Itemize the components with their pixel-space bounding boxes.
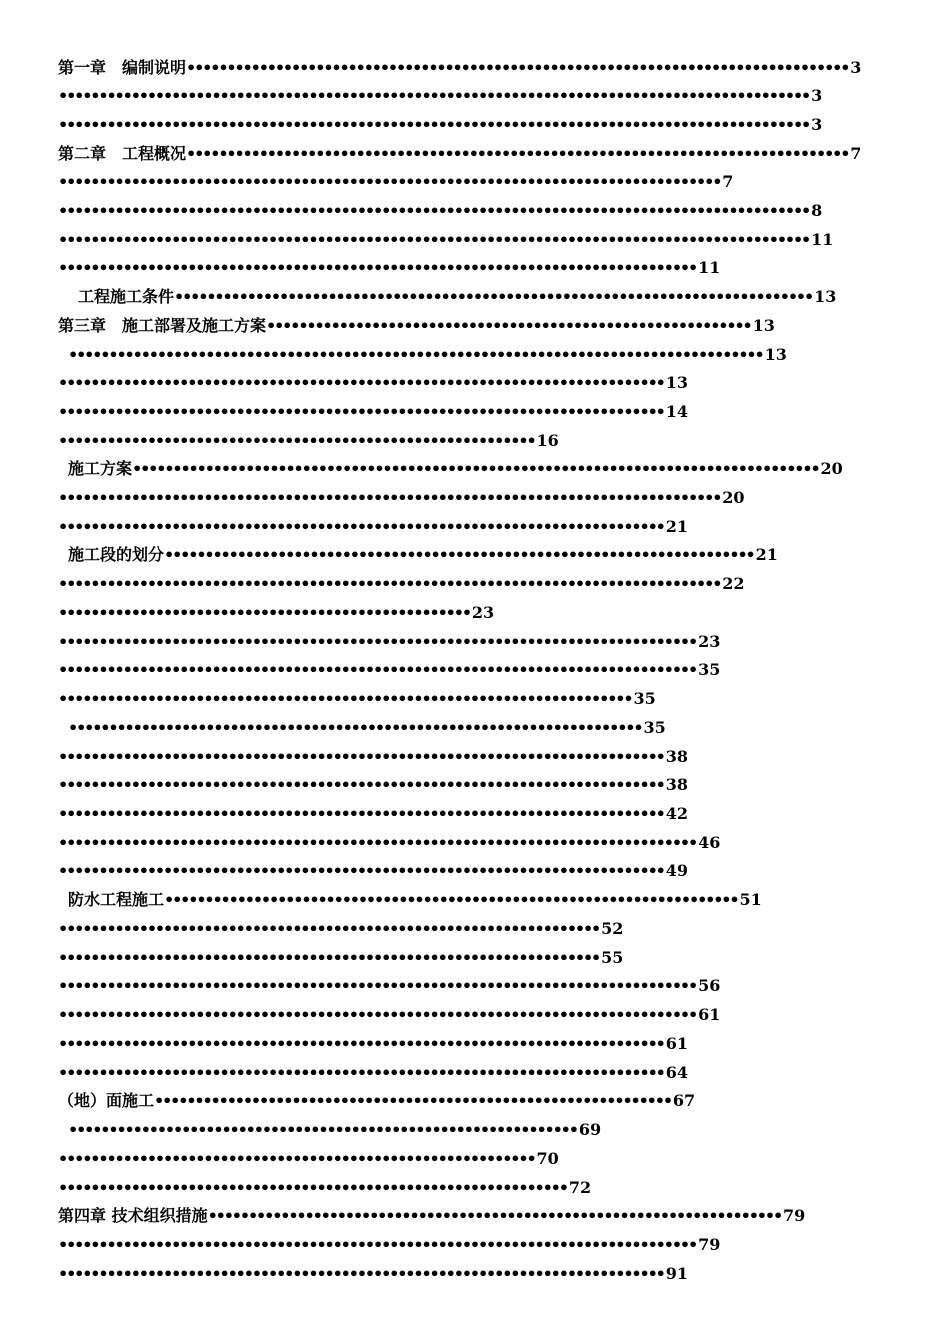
toc-page-number: 38	[665, 747, 689, 766]
toc-page-number: 61	[698, 1005, 721, 1024]
toc-dot-leader: •••••••••••••••••••••••••••••••••••••••••••••••••••	[58, 603, 470, 622]
toc-page-number: 35	[633, 689, 656, 708]
toc-entry	[58, 1202, 805, 1230]
toc-page-number: 3	[850, 58, 862, 77]
toc-page-number: 23	[698, 632, 721, 651]
toc-page-number: 79	[698, 1235, 721, 1254]
toc-dot-leader: •••••••••••••••••••••••••••••••••••••••••••••••••••••••••••••••••••••••••••••••	[58, 1235, 697, 1254]
toc-dot-leader: •••••••••••••••••••••••••••••••••••••••••••••••••••••••••••••••••••••••••••••••	[174, 287, 813, 306]
toc-entry-title: 第四章 技术组织措施	[58, 1206, 208, 1225]
toc-page-number: 69	[578, 1120, 602, 1139]
toc-entry-title: 第三章 施工部署及施工方案	[58, 316, 267, 335]
toc-page-number: 51	[739, 890, 762, 909]
toc-entry	[58, 1001, 720, 1029]
toc-dot-leader: •••••••••••••••••••••••••••••••••••••••••••••••••••••••••••••••••••••••••••	[58, 1034, 664, 1053]
toc-page-number: 14	[665, 402, 689, 421]
toc-dot-leader: ••••••••••••••••••••••••••••••••••••••••••••••••••••••••••••••••	[154, 1091, 671, 1110]
toc-dot-leader: ••••••••••••••••••••••••••••••••••••••••••••••••••••••••••••••••••••••••••••••••••	[58, 488, 721, 507]
toc-page-number: 79	[783, 1206, 806, 1225]
toc-page-number: 52	[601, 919, 624, 938]
toc-entry	[58, 685, 656, 713]
toc-dot-leader: •••••••••••••••••••••••••••••••••••••••••••••••••••••••••••••••••••	[58, 948, 600, 967]
toc-dot-leader: •••••••••••••••••••••••••••••••••••••••••••••••••••••••••••••••••••••••	[164, 890, 738, 909]
toc-page-number: 20	[722, 488, 745, 507]
toc-dot-leader: •••••••••••••••••••••••••••••••••••••••••••••••••••••••••••••••••••••••••••	[58, 1264, 664, 1283]
toc-entry-title: 第二章 工程概况	[58, 144, 187, 163]
toc-page-number: 61	[665, 1034, 689, 1053]
toc-dot-leader: •••••••••••••••••••••••••••••••••••••••••••••••••••••••••••••••••••••••••••	[58, 804, 664, 823]
toc-entry	[58, 54, 861, 82]
toc-entry	[58, 369, 688, 397]
toc-entry	[68, 541, 778, 569]
toc-dot-leader: •••••••••••••••••••••••••••••••••••••••••••••••••••••••••••	[58, 1149, 535, 1168]
toc-dot-leader: •••••••••••••••••••••••••••••••••••••••••••••••••••••••••••••••••••••••••••••••	[58, 833, 697, 852]
toc-dot-leader: •••••••••••••••••••••••••••••••••••••••••••••••••••••••••••••••••••••••••••••••••••••••••••••	[58, 115, 810, 134]
toc-entry	[58, 111, 822, 139]
toc-dot-leader: •••••••••••••••••••••••••••••••••••••••••••••••••••••••••••••••••••••••••••••••••••••••••••••	[58, 86, 810, 105]
toc-entry	[58, 800, 688, 828]
toc-entry	[58, 513, 688, 541]
toc-dot-leader: •••••••••••••••••••••••••••••••••••••••••••••••••••••••••••••••••••••••••••••••••••••••••••••	[58, 230, 810, 249]
toc-page-number: 8	[811, 201, 823, 220]
toc-dot-leader: •••••••••••••••••••••••••••••••••••••••••••••••••••••••••••••••••••••••••••••••	[58, 976, 697, 995]
toc-entry	[58, 915, 623, 943]
toc-entry-title: 工程施工条件	[78, 287, 175, 306]
toc-dot-leader: •••••••••••••••••••••••••••••••••••••••••••••••••••••••••••••••••••••••••••••••••••••••••••••	[58, 201, 810, 220]
toc-entry	[58, 398, 688, 426]
toc-page-number: 38	[665, 775, 689, 794]
toc-entry-title: 施工段的划分	[68, 545, 165, 564]
toc-entry	[58, 771, 688, 799]
toc-dot-leader: •••••••••••••••••••••••••••••••••••••••••••••••••••••••••••••••••••••••••••••••	[58, 660, 697, 679]
toc-entry	[58, 226, 833, 254]
toc-dot-leader: •••••••••••••••••••••••••••••••••••••••••••••••••••••••••••••••••••••••••••	[58, 373, 664, 392]
toc-dot-leader: •••••••••••••••••••••••••••••••••••••••••••••••••••••••••••••••••••	[58, 919, 600, 938]
toc-entry	[68, 714, 666, 742]
toc-dot-leader: •••••••••••••••••••••••••••••••••••••••••••••••••••••••••••••••••••••••••••••••	[58, 258, 697, 277]
toc-entry	[58, 1174, 591, 1202]
toc-dot-leader: •••••••••••••••••••••••••••••••••••••••••••••••••••••••••••••••••••••••••	[164, 545, 754, 564]
toc-dot-leader: •••••••••••••••••••••••••••••••••••••••••••••••••••••••••••••••••••••••••••	[58, 1063, 664, 1082]
toc-entry	[58, 427, 559, 455]
toc-dot-leader: •••••••••••••••••••••••••••••••••••••••••••••••••••••••••••••••••••••••	[207, 1206, 782, 1225]
toc-page-number: 46	[698, 833, 721, 852]
toc-page-number: 13	[814, 287, 837, 306]
toc-page-number: 91	[665, 1264, 689, 1283]
toc-entry	[58, 140, 861, 168]
toc-page-number: 55	[601, 948, 624, 967]
toc-entry	[58, 312, 775, 340]
toc-page-number: 11	[698, 258, 721, 277]
toc-dot-leader: ••••••••••••••••••••••••••••••••••••••••••••••••••••••••••••••••••••••••••••••••••	[58, 574, 721, 593]
toc-entry-title: （地）面施工	[58, 1091, 155, 1110]
toc-dot-leader: •••••••••••••••••••••••••••••••••••••••••••••••••••••••••••••••	[68, 1120, 577, 1139]
toc-page-number: 7	[722, 172, 734, 191]
toc-entry	[58, 484, 745, 512]
toc-dot-leader: •••••••••••••••••••••••••••••••••••••••••••••••••••••••••••••••••••••••••••••••	[58, 1005, 697, 1024]
toc-entry-title: 防水工程施工	[68, 890, 165, 909]
toc-page-number: 21	[755, 545, 778, 564]
toc-page-number: 20	[820, 459, 843, 478]
toc-page-number: 13	[764, 345, 787, 364]
toc-page-number: 35	[698, 660, 721, 679]
toc-dot-leader: •••••••••••••••••••••••••••••••••••••••••••••••••••••••••••••••••••••••••••••••	[58, 632, 697, 651]
toc-page-number: 7	[850, 144, 862, 163]
toc-page-number: 13	[665, 373, 689, 392]
toc-entry	[58, 168, 733, 196]
toc-page-number: 16	[536, 431, 559, 450]
toc-entry	[58, 1059, 688, 1087]
toc-dot-leader: •••••••••••••••••••••••••••••••••••••••••••••••••••••••••••••••••••••••	[68, 718, 642, 737]
toc-entry	[68, 341, 787, 369]
toc-entry	[58, 197, 822, 225]
toc-entry	[58, 1030, 688, 1058]
toc-page-number: 64	[665, 1063, 689, 1082]
toc-entry	[68, 455, 843, 483]
toc-entry	[58, 1145, 559, 1173]
toc-page-number: 56	[698, 976, 721, 995]
toc-entry	[58, 1231, 720, 1259]
toc-entry	[68, 1116, 601, 1144]
toc-page-number: 3	[811, 86, 823, 105]
toc-dot-leader: ••••••••••••••••••••••••••••••••••••••••••••••••••••••••••••	[266, 316, 751, 335]
toc-dot-leader: •••••••••••••••••••••••••••••••••••••••••••••••••••••••••••••••••••••••••••	[58, 861, 664, 880]
toc-entry	[58, 1087, 695, 1115]
toc-page-number: 49	[665, 861, 689, 880]
toc-page-number: 22	[722, 574, 745, 593]
toc-page-number: 70	[536, 1149, 559, 1168]
toc-entry	[58, 254, 720, 282]
toc-page-number: 13	[752, 316, 775, 335]
toc-entry	[58, 857, 688, 885]
toc-page-number: 35	[643, 718, 666, 737]
toc-page-number: 72	[568, 1178, 592, 1197]
toc-dot-leader: •••••••••••••••••••••••••••••••••••••••••••••••••••••••••••••••••••••••••••	[58, 775, 664, 794]
toc-dot-leader: ••••••••••••••••••••••••••••••••••••••••••••••••••••••••••••••••••••••••••••••••••••••	[68, 345, 763, 364]
toc-dot-leader: ••••••••••••••••••••••••••••••••••••••••••••••••••••••••••••••••••••••••••••••••••	[58, 172, 721, 191]
toc-dot-leader: ••••••••••••••••••••••••••••••••••••••••••••••••••••••••••••••••••••••••••••••••••	[186, 58, 849, 77]
toc-entry	[58, 829, 720, 857]
toc-entry	[58, 1260, 688, 1288]
toc-entry	[68, 886, 762, 914]
toc-entry-title: 施工方案	[68, 459, 133, 478]
toc-page-number: 3	[811, 115, 823, 134]
toc-dot-leader: •••••••••••••••••••••••••••••••••••••••••••••••••••••••••••••••	[58, 1178, 567, 1197]
toc-dot-leader: •••••••••••••••••••••••••••••••••••••••••••••••••••••••••••••••••••••••••••	[58, 747, 664, 766]
toc-entry	[78, 283, 836, 311]
toc-page-number: 11	[811, 230, 834, 249]
toc-entry	[58, 82, 822, 110]
toc-entry	[58, 743, 688, 771]
toc-dot-leader: •••••••••••••••••••••••••••••••••••••••••••••••••••••••••••••••••••••••	[58, 689, 632, 708]
toc-entry	[58, 628, 720, 656]
toc-entry	[58, 944, 623, 972]
toc-dot-leader: •••••••••••••••••••••••••••••••••••••••••••••••••••••••••••••••••••••••••••••••••••••	[132, 459, 819, 478]
toc-entry	[58, 570, 745, 598]
toc-entry	[58, 656, 720, 684]
toc-page-number: 67	[672, 1091, 696, 1110]
toc-entry-title: 第一章 编制说明	[58, 58, 187, 77]
toc-page-number: 21	[665, 517, 689, 536]
toc-entry	[58, 599, 494, 627]
toc-dot-leader: ••••••••••••••••••••••••••••••••••••••••••••••••••••••••••••••••••••••••••••••••••	[186, 144, 849, 163]
toc-page-number: 23	[471, 603, 495, 622]
toc-dot-leader: •••••••••••••••••••••••••••••••••••••••••••••••••••••••••••••••••••••••••••	[58, 402, 664, 421]
toc-dot-leader: •••••••••••••••••••••••••••••••••••••••••••••••••••••••••••	[58, 431, 535, 450]
toc-entry	[58, 972, 720, 1000]
toc-dot-leader: •••••••••••••••••••••••••••••••••••••••••••••••••••••••••••••••••••••••••••	[58, 517, 664, 536]
toc-page-number: 42	[665, 804, 689, 823]
